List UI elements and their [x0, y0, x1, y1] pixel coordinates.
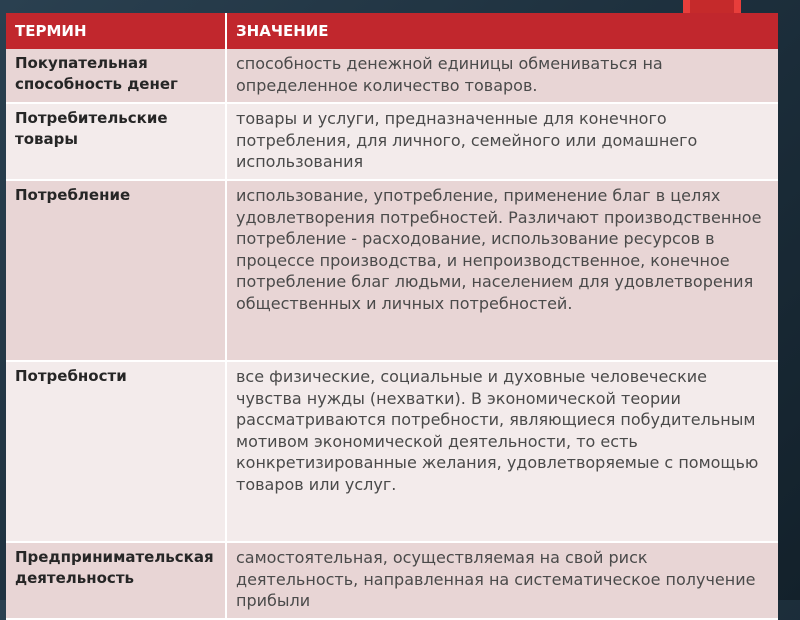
header-meaning: ЗНАЧЕНИЕ [226, 13, 778, 49]
definition-cell: самостоятельная, осуществляемая на свой риск деятельность, направленная на систематическое получение прибыли [226, 542, 778, 619]
definition-cell: способность денежной единицы обмениваться на определенное количество товаров. [226, 49, 778, 103]
header-term: ТЕРМИН [6, 13, 226, 49]
table-row [6, 542, 778, 619]
term-cell: Потребности [6, 361, 226, 542]
definition-cell: товары и услуги, предназначенные для конечного потребления, для личного, семейного или домашнего использования [226, 103, 778, 180]
term-cell: Покупательная способность денег [6, 49, 226, 103]
term-cell: Предпринимательская деятельность [6, 542, 226, 619]
table-row [6, 361, 778, 542]
term-cell: Потребление [6, 180, 226, 361]
definition-cell: все физические, социальные и духовные человеческие чувства нужды (нехватки). В экономической теории рассматриваются потребности, являющиеся побудительным мотивом экономической деятельности, то есть конкретизированные желания, удовлетворяемые с помощью товаров или услуг. [226, 361, 778, 542]
table-row [6, 180, 778, 361]
term-cell: Потребительские товары [6, 103, 226, 180]
definition-cell: использование, употребление, применение благ в целях удовлетворения потребностей. Различают производственное потребление - расходование, использование ресурсов в процессе производства, и непроизводственное, конечное потребление благ людьми, населением для удовлетворения общественных и личных потребностей. [226, 180, 778, 361]
glossary-table [6, 13, 778, 620]
table-header-row [6, 13, 778, 49]
table-row [6, 103, 778, 180]
accent-strip-inner [690, 0, 734, 14]
table-row [6, 49, 778, 103]
